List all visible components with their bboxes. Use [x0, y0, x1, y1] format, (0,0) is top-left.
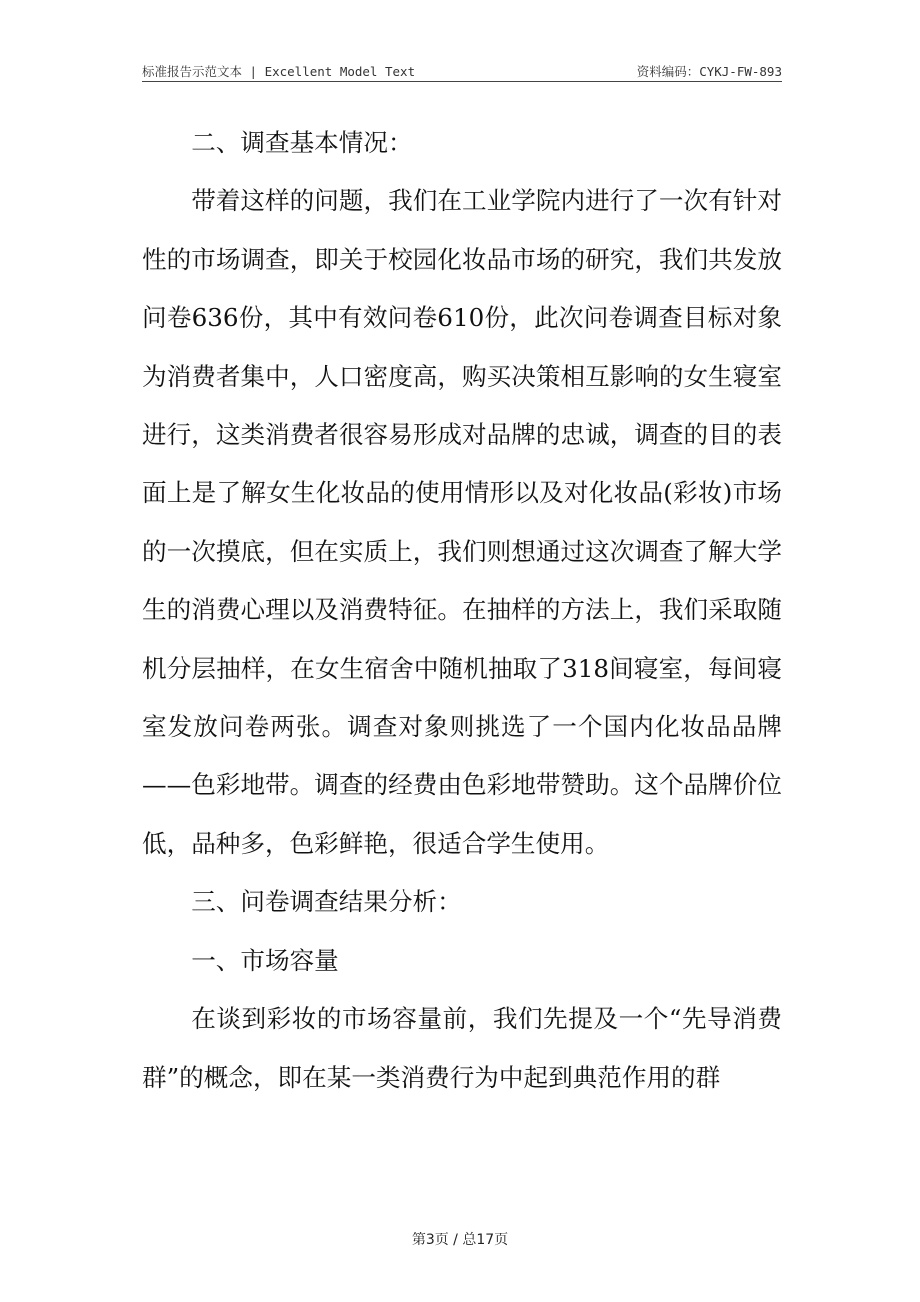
section-heading-results-analysis: 三、问卷调查结果分析：	[191, 887, 462, 917]
header-title: 标准报告示范文本 | Excellent Model Text	[142, 64, 416, 79]
body-paragraph-survey-details: 带着这样的问题，我们在工业学院内进行了一次有针对性的市场调查，即关于校园化妆品市场的研究，我们共发放问卷636份，其中有效问卷610份，此次问卷调查目标对象为消费者集中，人口密度高，购买决策相互影响的女生寝室进行，这类消费者很容易形成对品牌的忠诚，调查的目的表面上是了解女生化妆品的使用情形以及对化妆品(彩妆)市场的一次摸底，但在实质上，我们则想通过这次调查了解大学生的消费心理以及消费特征。在抽样的方法上，我们采取随机分层抽样，在女生宿舍中随机抽取了318间寝室，每间寝室发放问卷两张。调查对象则挑选了一个国内化妆品品牌——色彩地带。调查的经费由色彩地带赞助。这个品牌价位低，品种多，色彩鲜艳，很适合学生使用。	[142, 186, 782, 858]
body-paragraph-market-capacity: 在谈到彩妆的市场容量前，我们先提及一个“先导消费群”的概念，即在某一类消费行为中起到典范作用的群	[142, 1004, 782, 1092]
header-divider	[142, 81, 782, 82]
document-body	[142, 114, 782, 1107]
subsection-heading-market-capacity: 一、市场容量	[191, 945, 339, 975]
page-header	[142, 62, 782, 82]
page-number: 第3页 / 总17页	[411, 1232, 509, 1248]
document-code: 资料编码：CYKJ-FW-893	[636, 64, 782, 79]
section-heading-survey-basics: 二、调查基本情况：	[191, 128, 413, 157]
